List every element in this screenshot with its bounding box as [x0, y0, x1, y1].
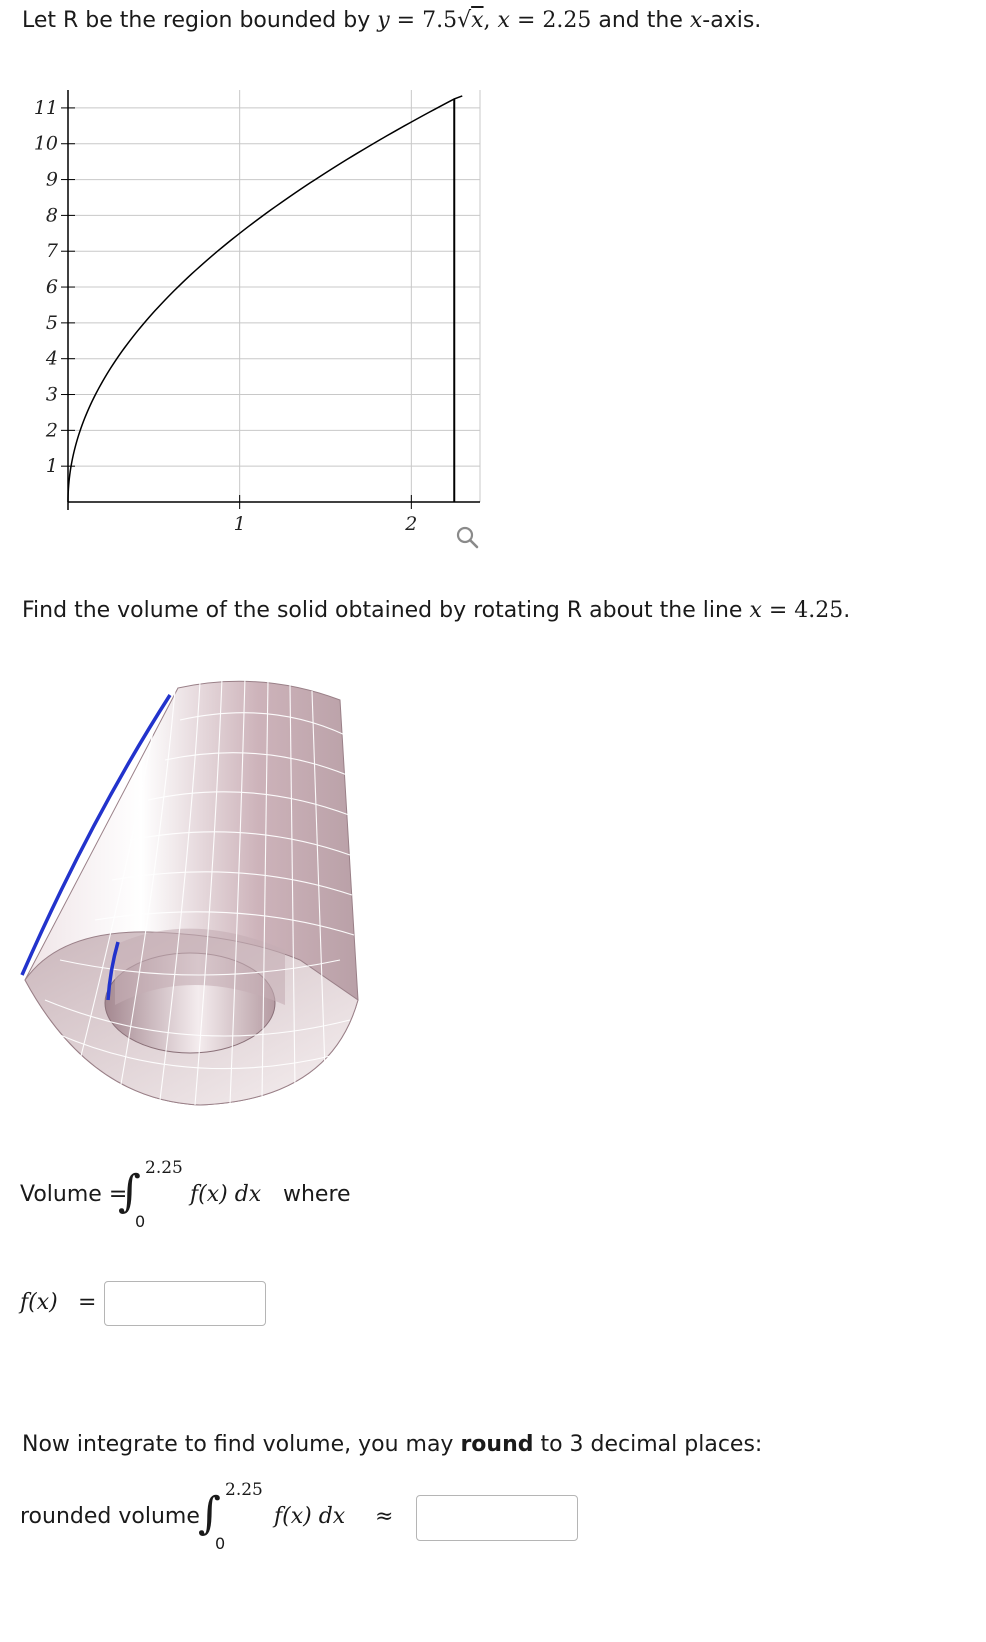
integral-sign: ∫ [118, 1166, 141, 1217]
y-tick-label: 9 [45, 168, 58, 191]
integral-upper-bound: 2.25 [145, 1158, 183, 1178]
axis-variable: x [689, 8, 703, 33]
integrand: f(x) dx [190, 1182, 262, 1207]
integral-lower-bound-2: 0 [215, 1534, 226, 1553]
y-tick-label: 5 [45, 311, 58, 334]
integral-upper-bound-2: 2.25 [225, 1480, 263, 1500]
question-value: 4.25 [794, 598, 844, 623]
integral-lower-bound: 0 [135, 1212, 146, 1231]
x-tick-label: 1 [233, 513, 246, 535]
integrate-instruction [22, 1432, 762, 1457]
y-variable: y [377, 8, 390, 33]
approx-sign: ≈ [375, 1504, 394, 1529]
y-tick-label: 1 [45, 455, 58, 478]
magnifier-icon[interactable] [455, 525, 481, 551]
y-tick-label: 2 [45, 419, 58, 442]
rounded-volume-input[interactable] [416, 1495, 578, 1541]
x-tick-label: 2 [405, 513, 418, 535]
sqrt-symbol: √ [457, 8, 472, 33]
problem-intro: Let R be the region bounded by [22, 8, 378, 33]
fx-equals: = [78, 1290, 97, 1315]
axis-suffix: -axis. [702, 8, 762, 33]
equals-sign: = [396, 8, 416, 33]
y-tick-label: 4 [45, 347, 58, 370]
intro-suffix: and the [591, 8, 690, 33]
volume-where: where [283, 1182, 351, 1207]
equals-sign-2: = [516, 8, 536, 33]
y-tick-label: 11 [33, 96, 58, 119]
integral-sign-2: ∫ [198, 1488, 221, 1539]
y-tick-label: 6 [45, 276, 58, 299]
comma: , [483, 8, 498, 33]
y-tick-labels [34, 97, 59, 477]
question-x-variable: x [749, 598, 762, 623]
question-suffix: . [843, 598, 851, 623]
boundary-value: 2.25 [542, 8, 592, 33]
volume-label: Volume = [20, 1182, 128, 1207]
question-equals: = [768, 598, 788, 623]
integrate-prefix: Now integrate to find volume, you may [22, 1432, 461, 1457]
region-graph [0, 70, 500, 560]
graph-grid [61, 90, 480, 509]
integrand-2: f(x) dx [274, 1504, 346, 1529]
y-tick-label: 10 [33, 132, 58, 155]
x-tick-labels [234, 513, 418, 535]
function-curve [68, 96, 462, 502]
coefficient: 7.5 [422, 8, 458, 33]
fx-answer-input[interactable] [104, 1281, 266, 1326]
question-text [22, 598, 850, 623]
sqrt-argument: x [471, 8, 484, 33]
y-tick-label: 8 [45, 204, 58, 227]
y-tick-label: 7 [45, 240, 58, 263]
integrate-suffix: to 3 decimal places: [533, 1432, 763, 1457]
x-variable: x [497, 8, 510, 33]
question-prefix: Find the volume of the solid obtained by rotating R about the line [22, 598, 750, 623]
integrate-bold-word: round [460, 1432, 534, 1457]
y-tick-label: 3 [45, 383, 58, 406]
solid-of-revolution-image [0, 660, 400, 1120]
problem-statement [22, 8, 761, 33]
rounded-volume-label: rounded volume [20, 1504, 200, 1529]
fx-label: f(x) [20, 1290, 58, 1315]
